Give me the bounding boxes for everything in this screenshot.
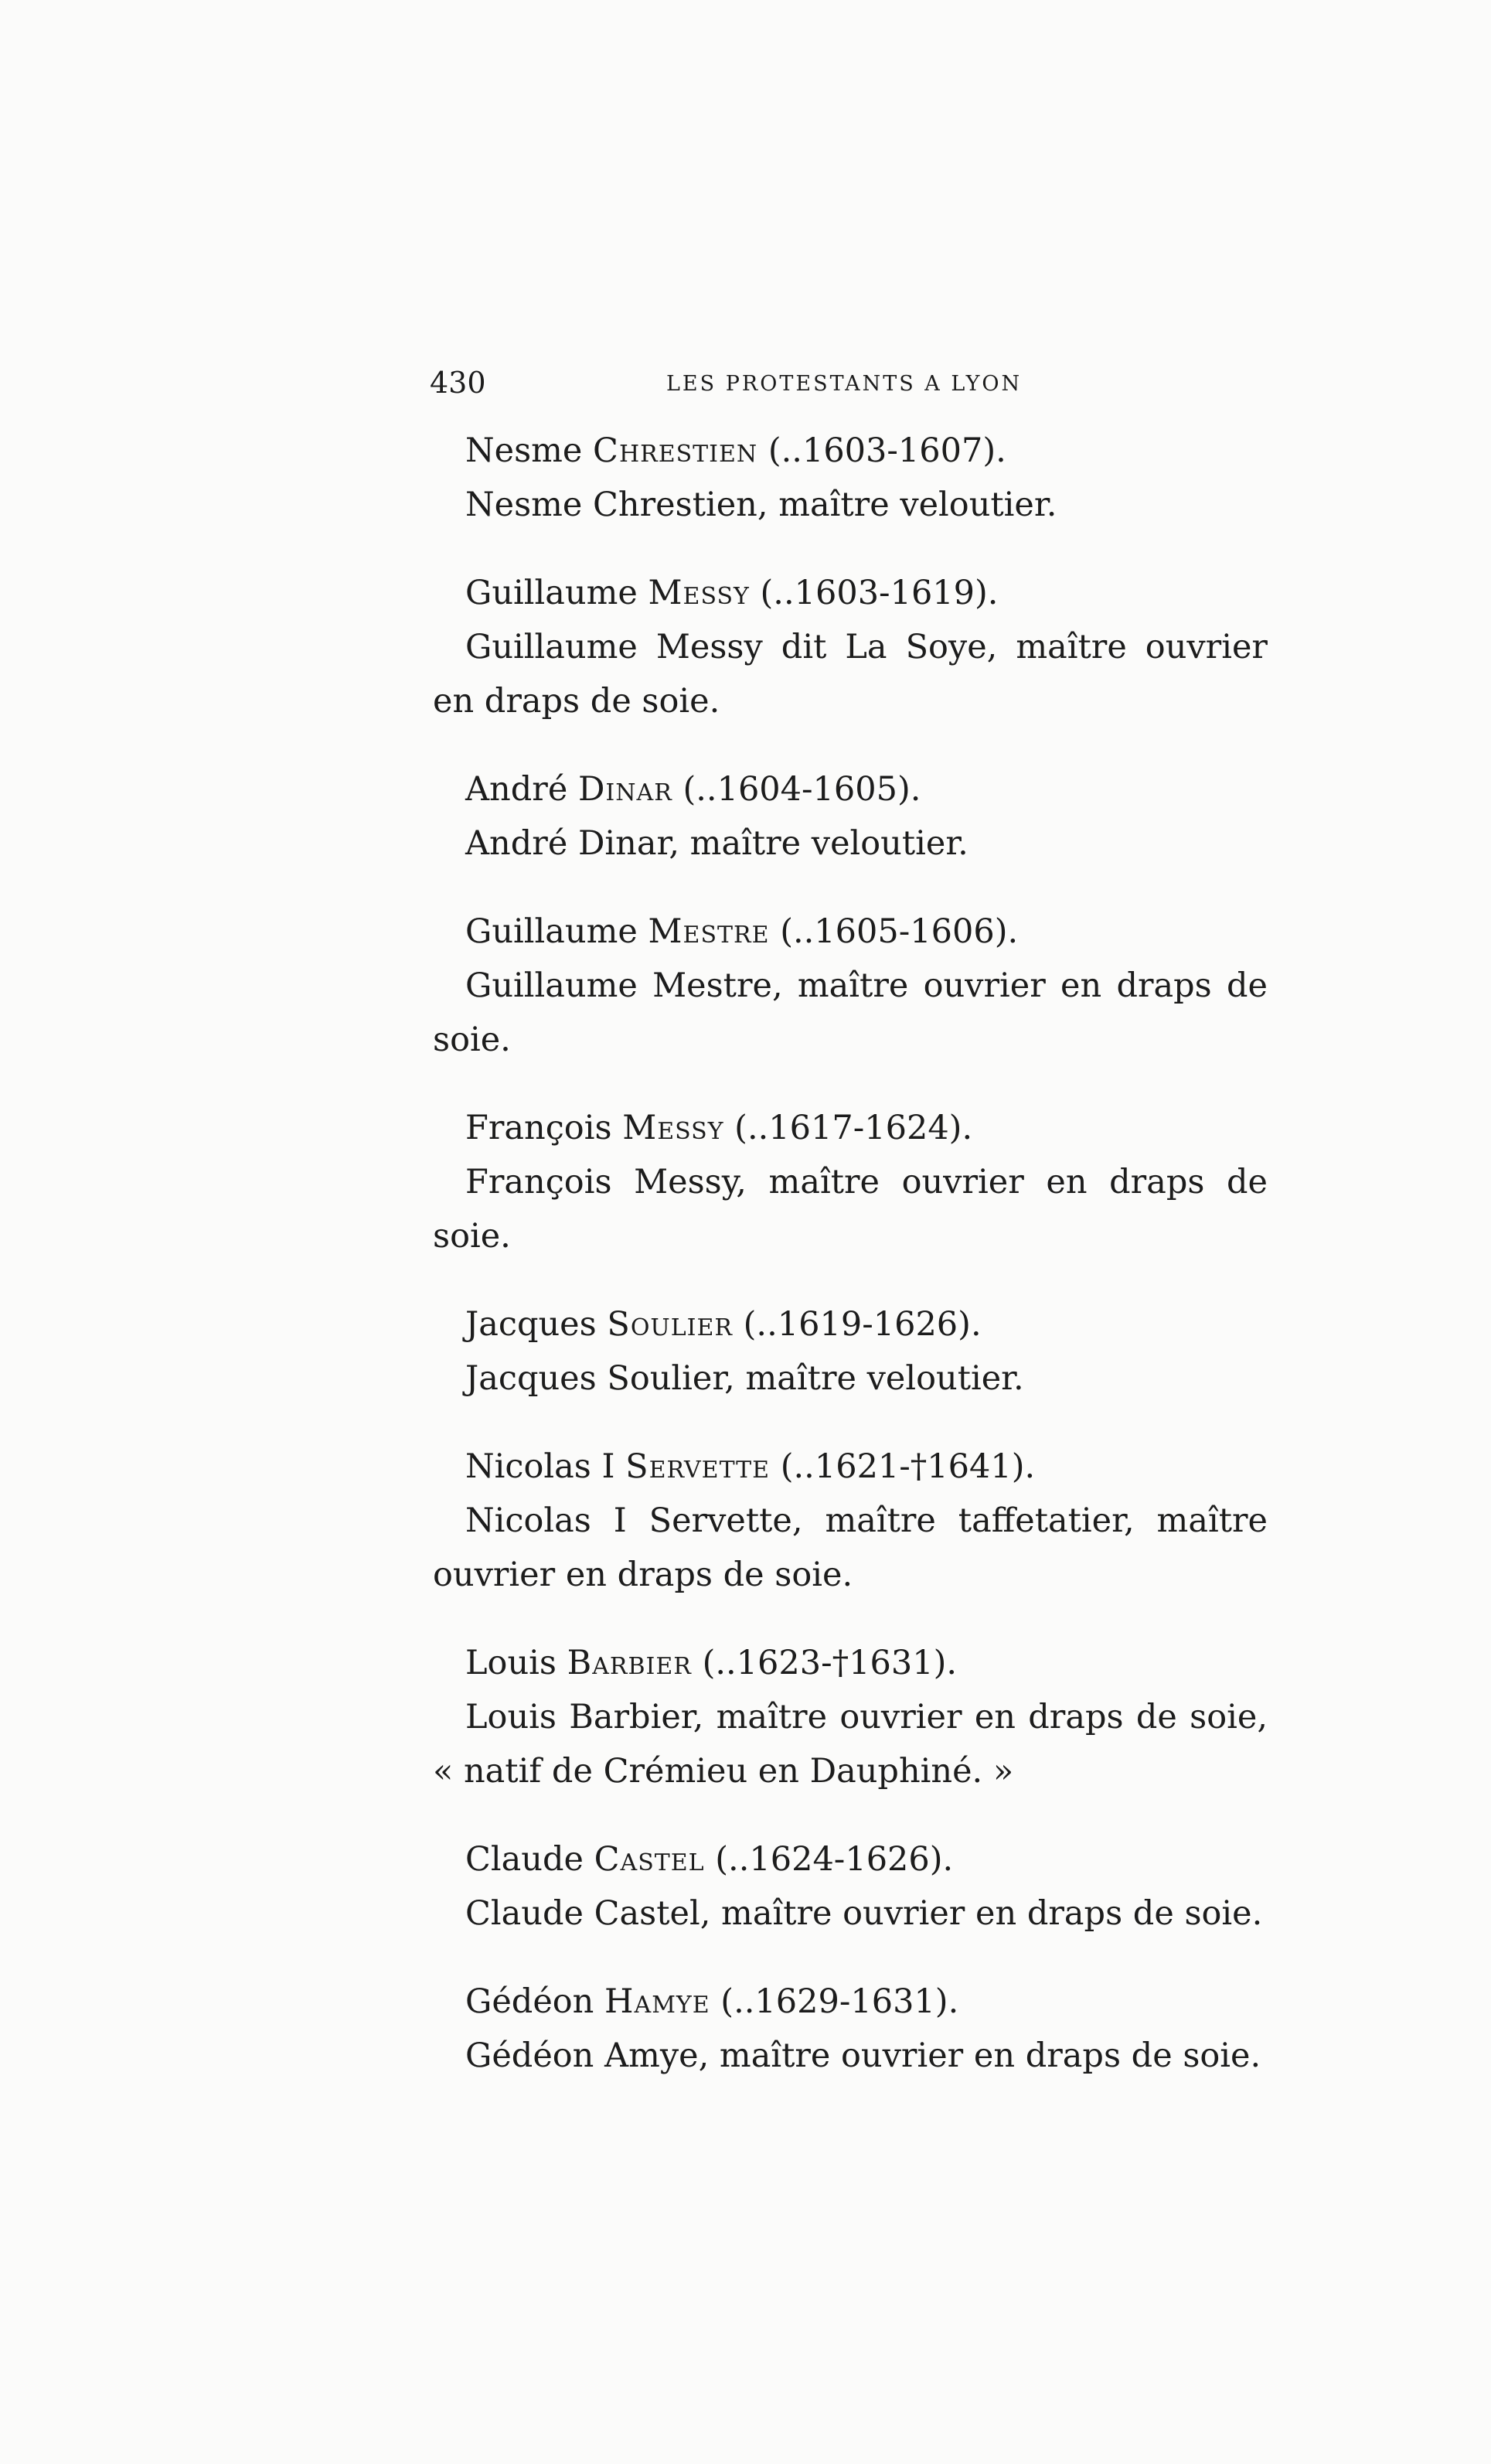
list-item (433, 762, 1268, 871)
given-name: Nesme (465, 431, 583, 470)
entry-heading (433, 1832, 1268, 1886)
entry-heading (433, 424, 1268, 478)
surname: Messy (648, 574, 750, 612)
given-name: Guillaume (465, 912, 638, 951)
given-name: Nicolas I (465, 1447, 615, 1486)
entry-heading (433, 1636, 1268, 1690)
surname: Servette (625, 1447, 771, 1486)
dates: (..1621-†1641). (780, 1447, 1036, 1486)
dates: (..1605-1606). (780, 912, 1019, 951)
list-item (433, 424, 1268, 532)
list-item (433, 905, 1268, 1067)
entry-heading (433, 905, 1268, 959)
dates: (..1603-1607). (768, 431, 1006, 470)
list-item (433, 1975, 1268, 2083)
given-name: Gédéon (465, 1982, 594, 2021)
surname: Castel (594, 1840, 705, 1879)
entry-description: François Messy, maître ouvrier en draps de soie. (433, 1163, 1268, 1256)
given-name: Jacques (465, 1305, 597, 1344)
given-name: Louis (465, 1644, 557, 1682)
surname: Dinar (577, 770, 672, 809)
entry-description: Jacques Soulier, maître veloutier. (465, 1359, 1024, 1398)
running-title: LES PROTESTANTS A LYON (666, 372, 1023, 396)
list-item (433, 1101, 1268, 1263)
list-item (433, 1440, 1268, 1602)
surname: Mestre (648, 912, 770, 951)
entry-description: Nesme Chrestien, maître veloutier. (465, 486, 1057, 524)
entry-heading (433, 1975, 1268, 2029)
entry-heading (433, 1297, 1268, 1351)
dates: (..1629-1631). (720, 1982, 959, 2021)
list-item (433, 1636, 1268, 1798)
entry-description: Gédéon Amye, maître ouvrier en draps de soie. (465, 2036, 1261, 2075)
entry-description: André Dinar, maître veloutier. (465, 824, 968, 863)
entry-heading (433, 762, 1268, 816)
entry-description: Guillaume Mestre, maître ouvrier en draps de soie. (433, 966, 1268, 1059)
entry-description: Claude Castel, maître ouvrier en draps de soie. (465, 1894, 1263, 1933)
dates: (..1619-1626). (743, 1305, 982, 1344)
given-name: André (465, 770, 568, 809)
dates: (..1623-†1631). (702, 1644, 958, 1682)
surname: Messy (622, 1109, 724, 1147)
surname: Chrestien (593, 431, 758, 470)
entry-heading (433, 1440, 1268, 1494)
given-name: François (465, 1109, 612, 1147)
dates: (..1603-1619). (760, 574, 999, 612)
given-name: Claude (465, 1840, 584, 1879)
list-item (433, 566, 1268, 728)
entry-description: Nicolas I Servette, maître taffetatier, maître ouvrier en draps de soie. (433, 1501, 1268, 1594)
surname: Hamye (604, 1982, 710, 2021)
page-number: 430 (430, 366, 486, 400)
dates: (..1624-1626). (715, 1840, 954, 1879)
entry-description: Guillaume Messy dit La Soye, maître ouvrier en draps de soie. (433, 628, 1268, 721)
surname: Barbier (567, 1644, 692, 1682)
entry-list (433, 424, 1268, 2117)
entry-heading (433, 1101, 1268, 1155)
list-item (433, 1832, 1268, 1941)
given-name: Guillaume (465, 574, 638, 612)
page-header (430, 363, 1028, 402)
dates: (..1604-1605). (683, 770, 921, 809)
surname: Soulier (607, 1305, 733, 1344)
entry-description: Louis Barbier, maître ouvrier en draps de soie, « natif de Crémieu en Dauphiné. » (433, 1698, 1268, 1791)
entry-heading (433, 566, 1268, 620)
list-item (433, 1297, 1268, 1406)
dates: (..1617-1624). (734, 1109, 973, 1147)
